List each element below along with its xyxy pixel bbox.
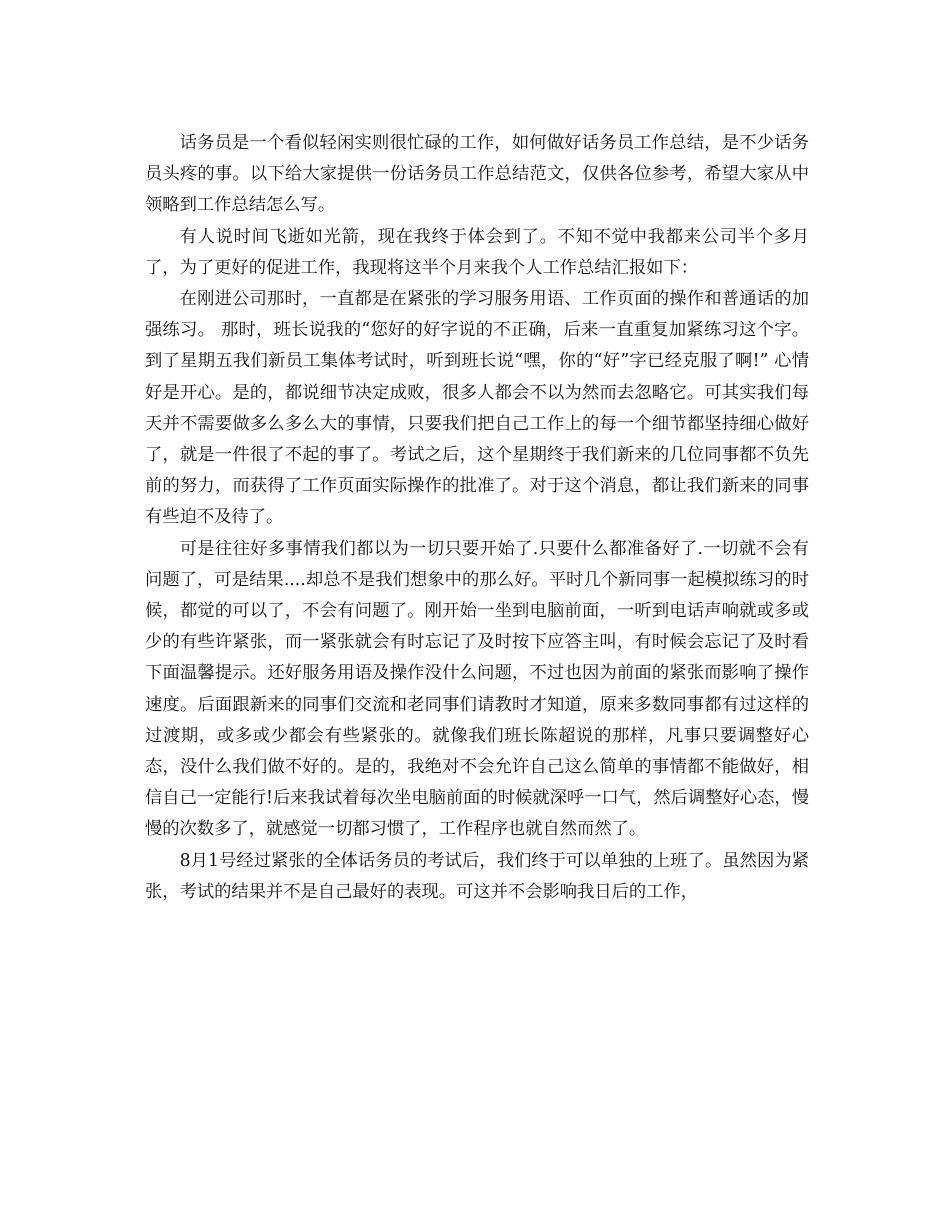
paragraph-exam: 8月1号经过紧张的全体话务员的考试后，我们终于可以单独的上班了。虽然因为紧张，考试的结果并不是自己最好的表现。可这并不会影响我日后的工作， — [145, 850, 809, 902]
paragraph-nervousness: 可是往往好多事情我们都以为一切只要开始了.只要什么都准备好了.一切就不会有问题了，可是结果....却总不是我们想象中的那么好。平时几个新同事一起模拟练习的时候，都觉的可以了，不会有问题了。刚开始一坐到电脑前面，一听到电话声响就或多或少的有些许紧张，而一紧张就会有时忘记了及时按下应答主叫，有时候会忘记了及时看下面温馨提示。还好服务用语及操作没什么问题，不过也因为前面的紧张而影响了操作速度。后面跟新来的同事们交流和老同事们请教时才知道，原来多数同事都有过这样的过渡期，或多或少都会有些紧张的。就像我们班长陈超说的那样，凡事只要调整好心态，没什么我们做不好的。是的，我绝对不会允许自己这么简单的事情都不能做好，相信自己一定能行!后来我试着每次坐电脑前面的时候就深呼一口气，然后调整好心态，慢慢的次数多了，就感觉一切都习惯了，工作程序也就自然而然了。 — [145, 538, 809, 840]
paragraph-training: 在刚进公司那时，一直都是在紧张的学习服务用语、工作页面的操作和普通话的加强练习。 那时，班长说我的“您好的好字说的不正确，后来一直重复加紧练习这个字。到了星期五我们新员工集体考试时，听到班长说“嘿，你的“好”字已经克服了啊!” 心情好是开心。是的，都说细节决定成败，很多人都会不以为然而去忽略它。可其实我们每天并不需要做多么多么大的事情，只要我们把自己工作上的每一个细节都坚持细心做好了，就是一件很了不起的事了。考试之后，这个星期终于我们新来的几位同事都不负先前的努力，而获得了工作页面实际操作的批准了。对于这个消息，都让我们新来的同事有些迫不及待了。 — [145, 289, 809, 528]
paragraph-opening: 有人说时间飞逝如光箭，现在我终于体会到了。不知不觉中我都来公司半个多月了，为了更好的促进工作，我现将这半个月来我个人工作总结汇报如下： — [145, 226, 809, 278]
paragraph-intro: 话务员是一个看似轻闲实则很忙碌的工作，如何做好话务员工作总结，是不少话务员头疼的事。以下给大家提供一份话务员工作总结范文，仅供各位参考，希望大家从中领略到工作总结怎么写。 — [145, 133, 809, 216]
document-body — [145, 128, 809, 908]
